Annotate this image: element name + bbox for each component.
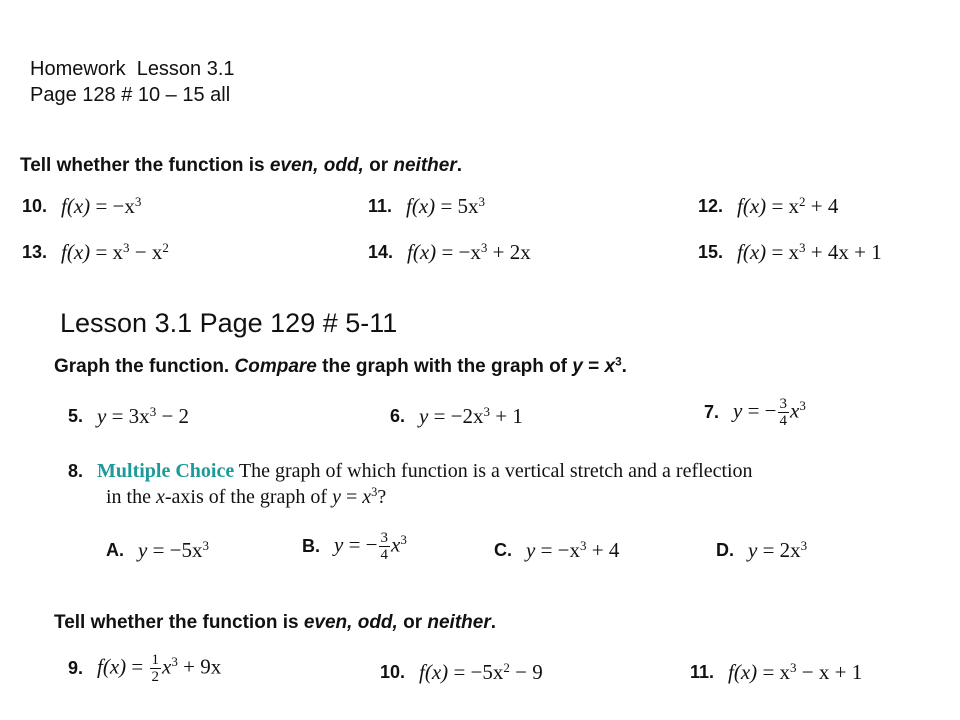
option-expression [138, 538, 209, 563]
exercise-expression [419, 404, 523, 429]
expr-tail: + 4 [586, 538, 620, 562]
expr-exp: 3 [483, 403, 491, 419]
instr-text: Graph the function. [54, 356, 235, 377]
mc-option-d [716, 538, 807, 563]
exercise-number: 14. [368, 242, 394, 262]
expr-rhs: = 2x [762, 538, 801, 562]
expr-lhs: f(x) [61, 240, 91, 264]
expr-lhs: f(x) [728, 660, 758, 684]
expr-lhs: f(x) [61, 194, 91, 218]
mc-exp: 3 [371, 485, 378, 500]
expr-lhs: f(x) [737, 194, 767, 218]
expr-lhs: y [748, 538, 758, 562]
expr-rhs: = 5x [440, 194, 479, 218]
instr-period: . [456, 155, 463, 176]
expr-tail: − x + 1 [796, 660, 863, 684]
expr-exp2: 2 [162, 239, 169, 255]
expr-tail: + 4 [805, 194, 839, 218]
exercise-6 [390, 404, 523, 429]
expr-exp: 3 [790, 659, 797, 675]
exercise-number: 11. [690, 662, 715, 682]
expr-rhs: = x [762, 660, 791, 684]
expr-lhs: y [419, 404, 429, 428]
option-letter: B. [302, 536, 320, 556]
mc-text-2: -axis of the graph of [164, 486, 333, 508]
exercise-expression [419, 660, 543, 685]
exercise-11 [368, 194, 485, 219]
fraction [379, 530, 391, 563]
expr-rhs: = −x [95, 194, 135, 218]
instr-x: x [604, 356, 616, 377]
exercise-expression [61, 240, 169, 265]
section1-instruction [20, 155, 462, 177]
exercise-number: 6. [390, 406, 406, 426]
expr-var: x [162, 654, 172, 679]
exercise-number: 5. [68, 406, 84, 426]
exercise-expression [737, 194, 838, 219]
exercise-15 [698, 240, 882, 265]
mc-option-a [106, 538, 209, 563]
option-letter: A. [106, 540, 124, 560]
fraction-denominator: 4 [380, 547, 389, 563]
expr-rhs: = x [771, 194, 800, 218]
exercise-number: 8. [68, 461, 84, 481]
expr-exp: 3 [480, 239, 488, 255]
homework-header [30, 56, 235, 108]
expr-rhs: = − [747, 398, 777, 423]
expr-var: x [391, 532, 401, 557]
option-expression [334, 530, 407, 563]
exercise-number: 13. [22, 242, 48, 262]
expr-lhs: y [97, 404, 107, 428]
expr-tail: + 4x + 1 [805, 240, 882, 264]
expr-rhs: = [131, 654, 144, 679]
exercise-expression [97, 404, 189, 429]
fraction-numerator: 1 [151, 652, 160, 668]
expr-lhs: f(x) [737, 240, 767, 264]
expr-rhs: = −x [441, 240, 481, 264]
instr-exp: 3 [615, 355, 622, 369]
exercise-expression [728, 660, 862, 685]
expr-tail: + 2x [487, 240, 531, 264]
expr-lhs: f(x) [419, 660, 449, 684]
expr-lhs: y [138, 538, 148, 562]
expr-exp: 3 [134, 193, 142, 209]
exercise-number: 15. [698, 242, 724, 262]
instr-text-2: the graph with the graph of [316, 356, 573, 377]
exercise-14 [368, 240, 531, 265]
instr-compare: Compare [234, 356, 317, 377]
option-expression [748, 538, 807, 563]
exercise-13 [22, 240, 169, 265]
option-letter: D. [716, 540, 734, 560]
exercise-expression [407, 240, 531, 265]
exercise-11b [690, 660, 862, 685]
section3-instruction [54, 612, 496, 634]
exercise-12 [698, 194, 838, 219]
expr-exp: 3 [478, 193, 486, 209]
mc-option-c [494, 538, 619, 563]
section2-instruction [54, 356, 627, 378]
expr-lhs: y [733, 398, 743, 423]
expr-rhs: = −5x [453, 660, 504, 684]
mc-option-b [302, 530, 407, 563]
mc-x2: x [362, 486, 372, 508]
instr-or: or [397, 612, 428, 633]
fraction-numerator: 3 [380, 530, 389, 546]
expr-exp: 3 [149, 403, 157, 419]
exercise-10 [22, 194, 141, 219]
exercise-number: 7. [704, 402, 720, 422]
expr-tail: − 9 [509, 660, 543, 684]
expr-lhs: y [334, 532, 344, 557]
exercise-expression [406, 194, 485, 219]
homework-line-2: Page 128 # 10 – 15 all [30, 84, 231, 106]
expr-exp: 3 [580, 537, 587, 553]
exercise-number: 10. [22, 196, 48, 216]
instr-even: even, odd, [303, 612, 398, 633]
instr-eq: = [582, 356, 605, 377]
instr-even: even, odd, [269, 155, 364, 176]
expr-lhs: f(x) [406, 194, 436, 218]
mc-x: x [156, 486, 165, 508]
expr-exp: 3 [799, 239, 806, 255]
instr-y: y [572, 356, 583, 377]
expr-lhs: y [526, 538, 536, 562]
fraction-numerator: 3 [779, 396, 788, 412]
expr-var: x [790, 398, 800, 423]
exercise-10b [380, 660, 543, 685]
mc-qmark: ? [377, 486, 387, 508]
exercise-expression [97, 652, 221, 685]
expr-exp: 3 [799, 398, 806, 414]
expr-exp: 3 [800, 537, 808, 553]
expr-tail: − 2 [156, 404, 190, 428]
instr-period: . [621, 356, 627, 377]
instr-text: Tell whether the function is [54, 612, 304, 633]
fraction-denominator: 2 [151, 669, 160, 685]
expr-rhs: = −5x [152, 538, 203, 562]
expr-exp: 2 [799, 193, 806, 209]
expr-rhs: = x [771, 240, 800, 264]
expr-lhs: f(x) [407, 240, 437, 264]
exercise-number: 12. [698, 196, 724, 216]
exercise-9 [68, 652, 221, 685]
exercise-expression [737, 240, 882, 265]
expr-lhs: f(x) [97, 654, 127, 679]
expr-exp: 3 [171, 654, 178, 670]
expr-rhs: = 3x [111, 404, 150, 428]
instr-or: or [363, 155, 394, 176]
expr-tail: − x [129, 240, 163, 264]
fraction [150, 652, 162, 685]
expr-rhs: = x [95, 240, 124, 264]
multiple-choice-label: Multiple Choice [97, 460, 235, 482]
mc-text: in the [106, 486, 156, 508]
fraction [778, 396, 790, 429]
exercise-number: 9. [68, 658, 84, 678]
instr-neither: neither [393, 155, 457, 176]
exercise-number: 10. [380, 662, 406, 682]
exercise-expression [61, 194, 141, 219]
expr-tail: + 1 [490, 404, 523, 428]
mc-question-line-1: The graph of which function is a vertical stretch and a reflection [238, 460, 753, 482]
exercise-8 [68, 458, 753, 510]
expr-exp: 2 [503, 659, 510, 675]
expr-exp: 3 [123, 239, 130, 255]
expr-exp: 3 [400, 532, 407, 548]
homework-line-1: Homework Lesson 3.1 [30, 58, 235, 80]
expr-tail: + 9x [177, 654, 222, 679]
mc-eq: = [340, 486, 363, 508]
lesson2-title: Lesson 3.1 Page 129 # 5-11 [60, 308, 398, 338]
expr-rhs: = − [348, 532, 378, 557]
fraction-denominator: 4 [779, 413, 788, 429]
option-letter: C. [494, 540, 512, 560]
mc-y: y [332, 486, 341, 508]
mc-question-line-2 [68, 484, 753, 510]
expr-exp: 3 [202, 537, 210, 553]
option-expression [526, 538, 619, 563]
instr-neither: neither [427, 612, 491, 633]
instr-text: Tell whether the function is [20, 155, 270, 176]
expr-rhs: = −2x [433, 404, 484, 428]
exercise-5 [68, 404, 189, 429]
expr-rhs: = −x [540, 538, 581, 562]
exercise-expression [733, 396, 806, 429]
instr-period: . [490, 612, 497, 633]
exercise-number: 11. [368, 196, 393, 216]
exercise-7 [704, 396, 806, 429]
